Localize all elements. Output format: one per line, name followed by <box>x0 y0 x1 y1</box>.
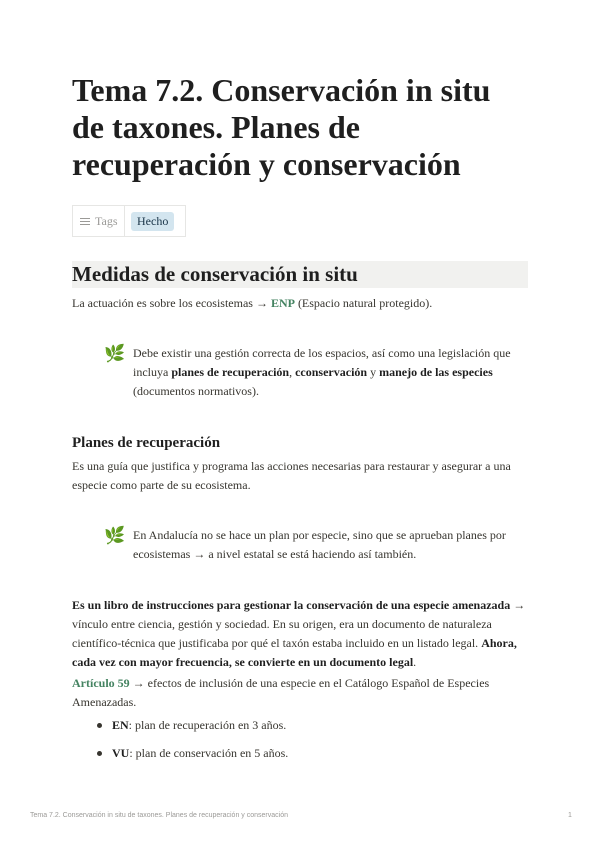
callout-bold: planes de recuperación <box>171 365 290 379</box>
callout-text: En Andalucía no se hace un plan por especie, sino que se aprueban planes por ecosistemas → a nivel estatal se está haciendo así también. <box>133 528 506 561</box>
callout-legislacion <box>104 344 528 401</box>
bullet-text: : plan de recuperación en 3 años. <box>128 718 287 732</box>
seedling-icon: 🌿 <box>104 526 126 545</box>
footer-page-number: 1 <box>568 812 572 819</box>
list-item <box>112 716 288 744</box>
book-bold: Ahora, cada vez con mayor frecuencia, se convierte en un documento legal <box>72 636 517 669</box>
callout-bold: manejo de las especies <box>379 365 493 379</box>
book-text: . <box>413 655 417 669</box>
callout-andalucia <box>104 526 528 564</box>
plan-bullet-list <box>72 716 288 772</box>
intro-text: La actuación es sobre los ecosistemas → <box>72 296 271 310</box>
bullet-key: VU <box>112 746 130 760</box>
subheading-planes: Planes de recuperación <box>72 435 221 451</box>
list-item <box>112 744 288 772</box>
article-link[interactable]: Artículo 59 <box>72 676 130 690</box>
enp-term: ENP <box>270 296 295 310</box>
bullet-text: : plan de conservación en 5 años. <box>129 746 289 760</box>
tags-label: Tags <box>95 213 118 228</box>
page-title: Tema 7.2. Conservación in situ de taxones. Planes de recuperación y conservación <box>72 72 491 182</box>
callout-bold: cconservación <box>295 365 368 379</box>
book-bold: Es un libro de instrucciones para gestionar la conservación de una especie amenazada <box>72 598 511 612</box>
list-icon <box>80 216 90 227</box>
callout-part: (documentos normativos). <box>133 384 259 398</box>
callout-part: , <box>289 365 296 379</box>
tag-chip[interactable]: Hecho <box>131 212 174 231</box>
section-heading-medidas: Medidas de conservación in situ <box>72 261 528 288</box>
intro-text-end: (Espacio natural protegido). <box>294 296 433 310</box>
tags-label-cell <box>73 206 125 236</box>
callout-part: y <box>367 365 380 379</box>
article-paragraph <box>72 674 528 712</box>
book-text: → vínculo entre ciencia, gestión y sociedad. En su origen, era un documento de naturaleza científico-técnica que justificaba por qué el taxón estaba incluido en un listado legal. <box>72 598 526 650</box>
tags-property <box>72 205 186 237</box>
intro-paragraph <box>72 294 528 313</box>
callout-text <box>133 344 528 401</box>
seedling-icon: 🌿 <box>104 344 126 363</box>
bullet-key: EN <box>112 718 129 732</box>
book-paragraph <box>72 596 528 672</box>
footer-title: Tema 7.2. Conservación in situ de taxones. Planes de recuperación y conservación <box>30 812 288 819</box>
definition-paragraph: Es una guía que justifica y programa las acciones necesarias para restaurar y asegurar a una especie como parte de su ecosistema. <box>72 459 511 492</box>
callout-part: Debe existir una gestión correcta de los espacios, así como una legislación que incluya <box>133 346 511 379</box>
article-text: → efectos de inclusión de una especie en el Catálogo Español de Especies Amenazadas. <box>72 676 490 709</box>
